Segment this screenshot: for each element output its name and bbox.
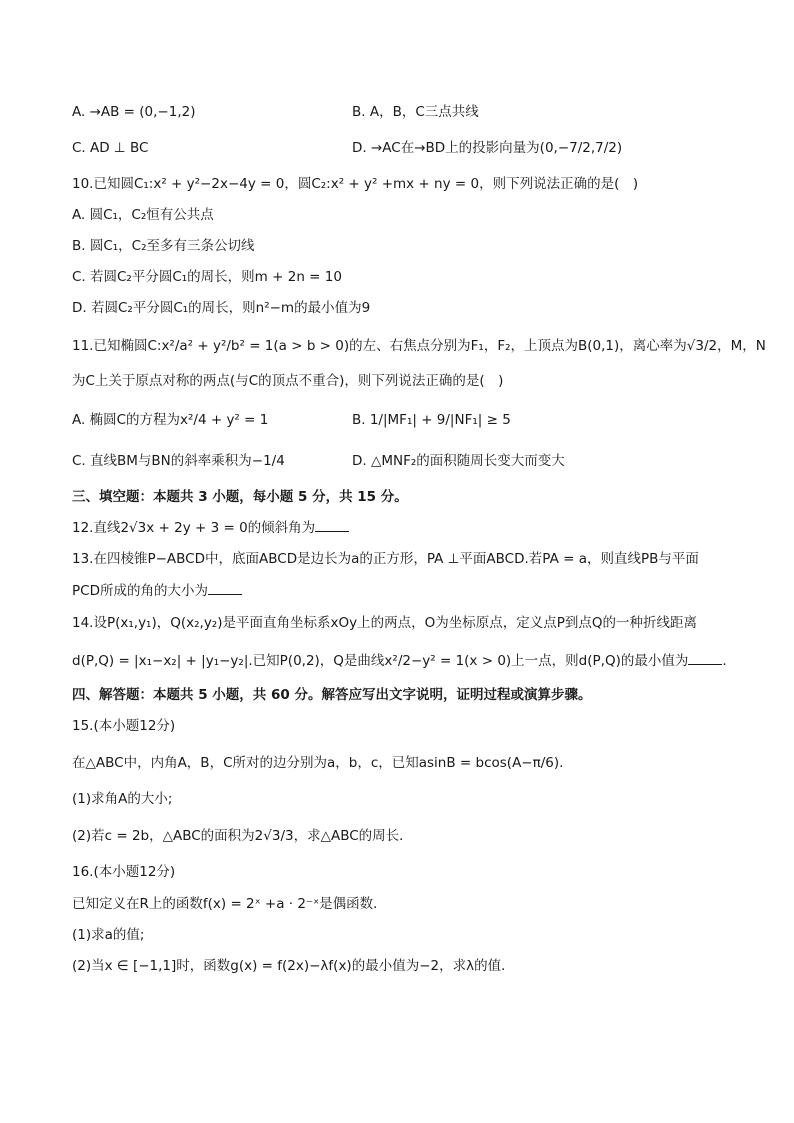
- q14-period: .: [722, 653, 727, 669]
- q11-stem-line2: 为C上关于原点对称的两点(与C的顶点不重合)，则下列说法正确的是( ): [72, 373, 504, 389]
- q11-stem-line1: 11.已知椭圆C:x²/a² + y²/b² = 1(a > b > 0)的左、右焦点分别为F₁，F₂，上顶点为B(0,1)，离心率为√3/2，M，N: [72, 338, 766, 354]
- q16-part2: (2)当x ∈ [−1,1]时，函数g(x) = f(2x)−λf(x)的最小值为−2，求λ的值．: [72, 958, 515, 974]
- q12: [72, 517, 730, 539]
- q14-line1: 14.设P(x₁,y₁)，Q(x₂,y₂)是平面直角坐标系xOy上的两点，O为坐标原点，定义点P到点Q的一种折线距离: [72, 615, 697, 631]
- q12-answer-blank[interactable]: [315, 517, 349, 532]
- q11-option-d: D. △MNF₂的面积随周长变大而变大: [352, 453, 565, 469]
- q16-header: 16.(本小题12分): [72, 864, 176, 880]
- section-3-heading: 三、填空题：本题共 3 小题，每小题 5 分，共 15 分。: [72, 489, 408, 505]
- q16-part1: (1)求a的值;: [72, 927, 145, 943]
- q13-line2: [72, 580, 730, 602]
- section-4-heading: 四、解答题：本题共 5 小题，共 60 分。解答应写出文字说明，证明过程或演算步骤。: [72, 687, 592, 703]
- q9-option-d: D. →AC在→BD上的投影向量为(0,−7/2,7/2): [352, 140, 623, 156]
- q11-option-c: C. 直线BM与BN的斜率乘积为−1/4: [72, 453, 285, 469]
- q11-option-a: A. 椭圆C的方程为x²/4 + y² = 1: [72, 412, 269, 428]
- q12-text: 12.直线2√3x + 2y + 3 = 0的倾斜角为: [72, 520, 316, 536]
- q10-option-d: D. 若圆C₂平分圆C₁的周长，则n²−m的最小值为9: [72, 300, 371, 316]
- q9-option-a: A. →AB = (0,−1,2): [72, 104, 196, 120]
- q9-option-c: C. AD ⊥ BC: [72, 140, 149, 156]
- q10-option-b: B. 圆C₁，C₂至多有三条公切线: [72, 238, 255, 254]
- q13-answer-blank[interactable]: [208, 580, 242, 595]
- q15-part1: (1)求角A的大小;: [72, 791, 173, 807]
- q13-line1: 13.在四棱锥P−ABCD中，底面ABCD是边长为a的正方形，PA ⊥平面ABCD.若PA = a，则直线PB与平面: [72, 551, 699, 567]
- q15-stem: 在△ABC中，内角A，B，C所对的边分别为a，b，c，已知asinB = bcos(A−π/6).: [72, 755, 564, 771]
- q10-stem: 10.已知圆C₁:x² + y²−2x−4y = 0，圆C₂:x² + y² +mx + ny = 0，则下列说法正确的是( ): [72, 176, 639, 192]
- q14-text: d(P,Q) = |x₁−x₂| + |y₁−y₂|.已知P(0,2)，Q是曲线x²/2−y² = 1(x > 0)上一点，则d(P,Q)的最小值为: [72, 653, 689, 669]
- q15-part2: (2)若c = 2b，△ABC的面积为2√3/3，求△ABC的周长．: [72, 828, 413, 844]
- q15-header: 15.(本小题12分): [72, 718, 176, 734]
- q14-line2: [72, 650, 730, 672]
- q14-answer-blank[interactable]: [688, 650, 722, 665]
- q10-option-c: C. 若圆C₂平分圆C₁的周长，则m + 2n = 10: [72, 269, 342, 285]
- q11-option-b: B. 1/|MF₁| + 9/|NF₁| ≥ 5: [352, 412, 511, 428]
- q9-option-b: B. A，B，C三点共线: [352, 104, 479, 120]
- q13-text: PCD所成的角的大小为: [72, 583, 208, 599]
- q10-option-a: A. 圆C₁，C₂恒有公共点: [72, 207, 214, 223]
- q16-stem: 已知定义在R上的函数f(x) = 2ˣ +a · 2⁻ˣ是偶函数．: [72, 896, 387, 912]
